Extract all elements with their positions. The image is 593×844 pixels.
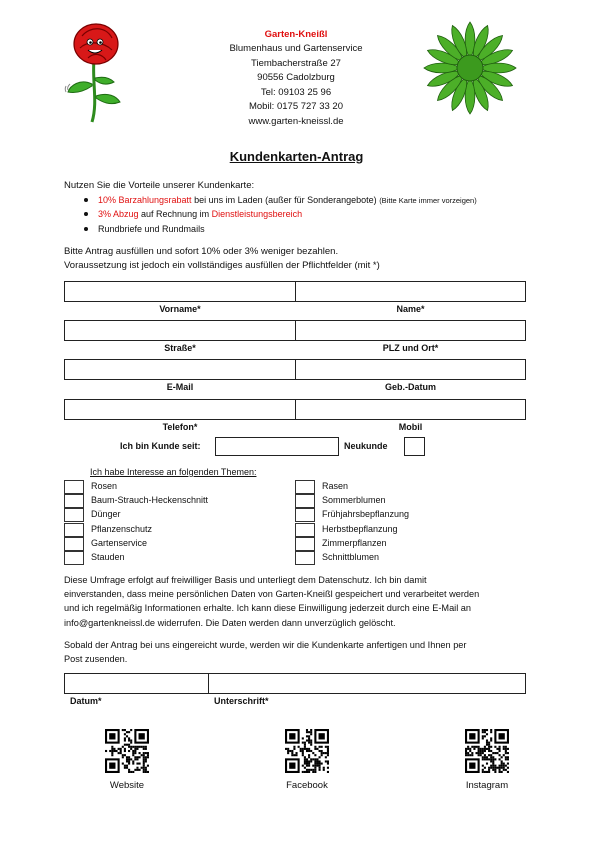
neukunde-label: Neukunde bbox=[344, 441, 388, 451]
consent-line: Diese Umfrage erfolgt auf freiwilliger Basis und unterliegt dem Datenschutz. Ich bin damit bbox=[64, 575, 427, 585]
interest-right-checkbox[interactable] bbox=[295, 537, 315, 551]
company-subtitle: Blumenhaus und Gartenservice bbox=[229, 43, 363, 54]
mobil-label: Mobil bbox=[398, 422, 423, 432]
interest-left-checkbox[interactable] bbox=[64, 508, 84, 522]
benefit-item bbox=[84, 195, 477, 205]
interest-left-label: Rosen bbox=[91, 481, 118, 491]
address-city: 90556 Cadolzburg bbox=[257, 72, 335, 83]
name-field[interactable] bbox=[295, 281, 526, 302]
kunde-seit-field[interactable] bbox=[215, 437, 339, 456]
consent-line: und ich regelmäßig Informationen erhalte. Ich kann diese Einwilligung jederzeit durch eine E-Mail an bbox=[64, 603, 472, 614]
instruction-line: Voraussetzung ist jedoch ein vollständiges ausfüllen der Pflichtfelder (mit *) bbox=[64, 260, 380, 271]
phone-number: Tel: 09103 25 96 bbox=[260, 87, 332, 98]
interest-left-checkbox[interactable] bbox=[64, 523, 84, 537]
interest-left-label: Pflanzenschutz bbox=[91, 523, 153, 534]
facebook-qr-label: Facebook bbox=[286, 780, 328, 791]
rose-logo-icon bbox=[62, 22, 126, 126]
neukunde-checkbox[interactable] bbox=[404, 437, 425, 456]
interest-right-label: Herbstbepflanzung bbox=[322, 523, 398, 534]
green-flower-icon bbox=[420, 18, 520, 118]
interest-right-checkbox[interactable] bbox=[295, 508, 315, 522]
interests-heading: Ich habe Interesse an folgenden Themen: bbox=[90, 467, 257, 477]
page-title: Kundenkarten-Antrag bbox=[229, 149, 364, 164]
website-url: www.garten-kneissl.de bbox=[248, 116, 344, 127]
bullet-icon bbox=[84, 198, 88, 202]
interest-right-checkbox[interactable] bbox=[295, 523, 315, 537]
company-name: Garten-Kneißl bbox=[264, 29, 328, 40]
datum-field[interactable] bbox=[64, 673, 209, 694]
interest-left-label: Baum-Strauch-Heckenschnitt bbox=[91, 495, 209, 506]
interest-right-label: Schnittblumen bbox=[322, 552, 380, 562]
website-qr-label: Website bbox=[109, 780, 145, 791]
unterschrift-label: Unterschrift* bbox=[214, 696, 269, 706]
geb-datum-label: Geb.-Datum bbox=[384, 382, 436, 392]
bullet-icon bbox=[84, 212, 88, 216]
interest-right-label: Frühjahrsbepflanzung bbox=[322, 509, 410, 520]
kunde-seit-label: Ich bin Kunde seit: bbox=[120, 441, 201, 451]
interest-right-label: Sommerblumen bbox=[322, 495, 386, 506]
interest-left-label: Stauden bbox=[91, 552, 125, 562]
benefit-item bbox=[84, 209, 302, 219]
intro-text: Nutzen Sie die Vorteile unserer Kundenkarte: bbox=[64, 180, 255, 191]
benefit-item bbox=[84, 224, 205, 234]
consent-line: info@gartenkneissl.de widerrufen. Die Daten werden dann unverzüglich gelöscht. bbox=[64, 617, 396, 628]
interest-left-label: Dünger bbox=[91, 509, 121, 520]
consent-line: einverstanden, dass meine persönlichen Daten von Garten-Kneißl gespeichert und verarbeitet werden bbox=[64, 589, 480, 600]
vorname-field[interactable] bbox=[64, 281, 296, 302]
strasse-label: Straße* bbox=[164, 343, 196, 353]
interest-right-label: Rasen bbox=[322, 481, 349, 491]
interest-left-label: Gartenservice bbox=[91, 537, 148, 548]
instagram-qr-code-icon[interactable] bbox=[465, 729, 509, 773]
mobile-number: Mobil: 0175 727 33 20 bbox=[248, 101, 344, 112]
plz-ort-label: PLZ und Ort* bbox=[382, 343, 439, 353]
benefit-highlight: 10% Barzahlungsrabatt bbox=[98, 195, 192, 205]
interest-left-checkbox[interactable] bbox=[64, 494, 84, 508]
mobil-field[interactable] bbox=[295, 399, 526, 420]
interest-right-checkbox[interactable] bbox=[295, 494, 315, 508]
instagram-qr-label: Instagram bbox=[465, 780, 509, 791]
benefit-note: (Bitte Karte immer vorzeigen) bbox=[379, 196, 477, 205]
closing-line: Sobald der Antrag bei uns eingereicht wurde, werden wir die Kundenkarte anfertigen und Ihnen per bbox=[64, 640, 467, 650]
plz-ort-field[interactable] bbox=[295, 320, 526, 341]
address-street: Tiembacherstraße 27 bbox=[251, 58, 341, 69]
email-field[interactable] bbox=[64, 359, 296, 380]
benefit-text: bei uns im Laden (außer für Sonderangebote) bbox=[191, 195, 380, 205]
interest-left-checkbox[interactable] bbox=[64, 551, 84, 565]
interest-left-checkbox[interactable] bbox=[64, 480, 84, 494]
consent-text bbox=[64, 573, 534, 630]
closing-text bbox=[64, 638, 534, 666]
website-qr-code-icon[interactable] bbox=[105, 729, 149, 773]
interest-right-label: Zimmerpflanzen bbox=[322, 537, 387, 548]
strasse-field[interactable] bbox=[64, 320, 296, 341]
bullet-icon bbox=[84, 227, 88, 231]
benefit-text: Rundbriefe und Rundmails bbox=[98, 224, 205, 234]
name-label: Name* bbox=[396, 304, 425, 314]
vorname-label: Vorname* bbox=[159, 304, 201, 314]
datum-label: Datum* bbox=[70, 696, 102, 706]
interest-right-checkbox[interactable] bbox=[295, 480, 315, 494]
facebook-qr-code-icon[interactable] bbox=[285, 729, 329, 773]
email-label: E-Mail bbox=[166, 382, 194, 392]
benefit-text: auf Rechnung im bbox=[138, 209, 212, 219]
benefit-highlight: Dienstleistungsbereich bbox=[211, 209, 303, 219]
interest-right-checkbox[interactable] bbox=[295, 551, 315, 565]
closing-line: Post zusenden. bbox=[64, 654, 128, 665]
benefit-highlight: 3% Abzug bbox=[98, 209, 139, 219]
unterschrift-field[interactable] bbox=[208, 673, 526, 694]
interest-left-checkbox[interactable] bbox=[64, 537, 84, 551]
geb-datum-field[interactable] bbox=[295, 359, 526, 380]
instruction-line: Bitte Antrag ausfüllen und sofort 10% oder 3% weniger bezahlen. bbox=[64, 246, 339, 257]
telefon-label: Telefon* bbox=[162, 422, 198, 432]
telefon-field[interactable] bbox=[64, 399, 296, 420]
